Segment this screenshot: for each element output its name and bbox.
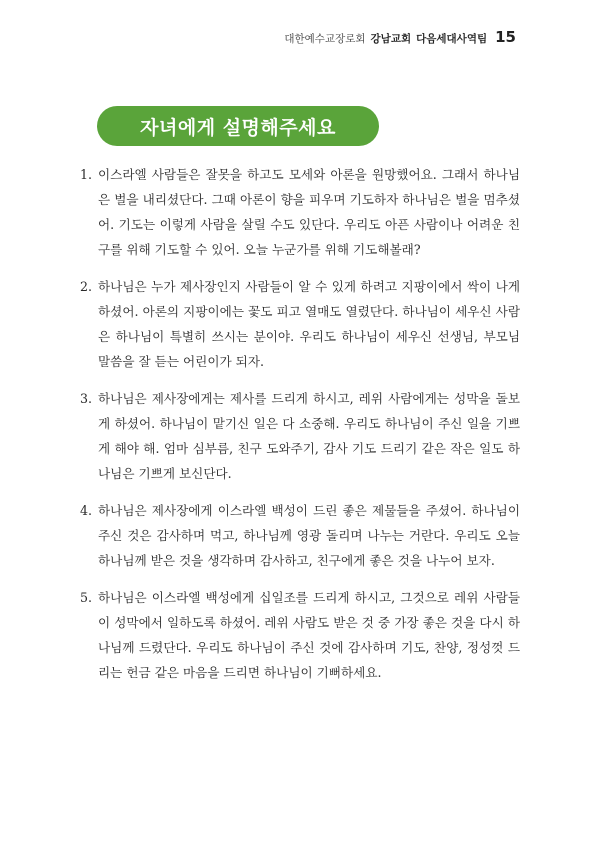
item-number: 3. (80, 391, 93, 406)
item-text: 하나님은 제사장에게는 제사를 드리게 하시고, 레위 사람에게는 성막을 돌보게 하셨어. 하나님이 맡기신 일은 다 소중해. 우리도 하나님이 주신 일을 기쁘게 해야 해. 엄마 심부름, 친구 도와주기, 감사 기도 드리기 같은 작은 일도 하나님은 기쁘게 보신단다. (98, 391, 520, 481)
explanation-list (80, 162, 520, 697)
list-item (80, 585, 520, 685)
item-number: 1. (80, 167, 93, 182)
page-header (284, 28, 516, 46)
list-item (80, 162, 520, 262)
list-item (80, 386, 520, 486)
item-text: 하나님은 이스라엘 백성에게 십일조를 드리게 하시고, 그것으로 레위 사람들이 성막에서 일하도록 하셨어. 레위 사람도 받은 것 중 가장 좋은 것을 다시 하나님께 드렸단다. 우리도 하나님이 주신 것에 감사하며 기도, 찬양, 정성껏 드리는 헌금 같은 마음을 드리면 하나님이 기뻐하세요. (98, 590, 520, 680)
item-number: 5. (80, 590, 93, 605)
header-church: 강남교회 (370, 33, 412, 45)
item-number: 2. (80, 279, 93, 294)
header-dept: 다음세대사역팀 (416, 33, 488, 45)
page-number: 15 (495, 28, 516, 46)
section-title: 자녀에게 설명해주세요 (97, 106, 379, 146)
item-number: 4. (80, 503, 93, 518)
item-text: 이스라엘 사람들은 잘못을 하고도 모세와 아론을 원망했어요. 그래서 하나님은 벌을 내리셨단다. 그때 아론이 향을 피우며 기도하자 하나님은 벌을 멈추셨어. 기도는 이렇게 사람을 살릴 수도 있단다. 우리도 아픈 사람이나 어려운 친구를 위해 기도할 수 있어. 오늘 누군가를 위해 기도해볼래? (98, 167, 520, 257)
list-item (80, 274, 520, 374)
item-text: 하나님은 누가 제사장인지 사람들이 알 수 있게 하려고 지팡이에서 싹이 나게 하셨어. 아론의 지팡이에는 꽃도 피고 열매도 열렸단다. 하나님이 세우신 사람은 하나님이 특별히 쓰시는 분이야. 우리도 하나님이 세우신 선생님, 부모님 말씀을 잘 듣는 어린이가 되자. (98, 279, 520, 369)
header-org: 대한예수교장로회 (284, 33, 366, 45)
list-item (80, 498, 520, 573)
item-text: 하나님은 제사장에게 이스라엘 백성이 드린 좋은 제물들을 주셨어. 하나님이 주신 것은 감사하며 먹고, 하나님께 영광 돌리며 나누는 거란다. 우리도 오늘 하나님께 받은 것을 생각하며 감사하고, 친구에게 좋은 것을 나누어 보자. (98, 503, 520, 568)
